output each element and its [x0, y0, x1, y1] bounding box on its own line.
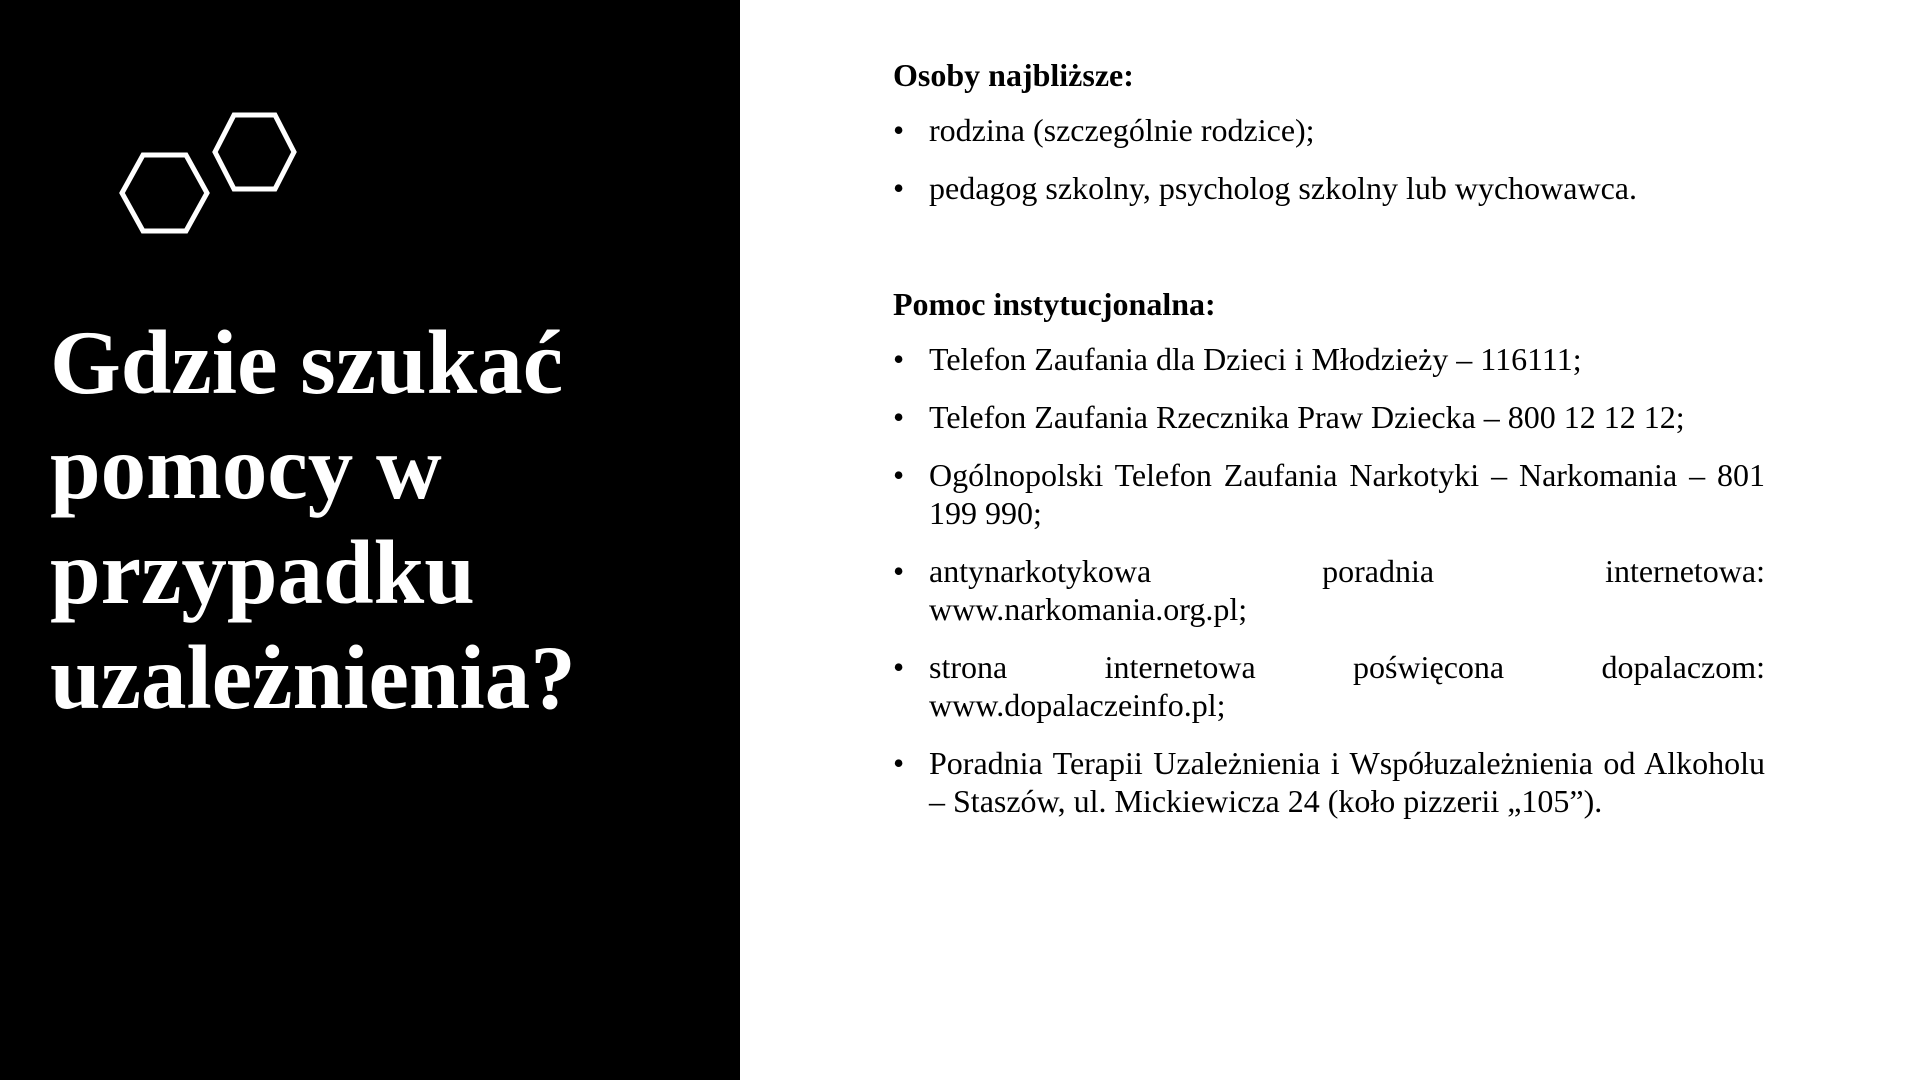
hexagon-small	[215, 115, 294, 189]
bullet-icon: •	[893, 649, 905, 685]
hexagon-large	[122, 155, 207, 231]
list-item	[893, 340, 1765, 378]
list-item-text: Poradnia Terapii Uzależnienia i Współuzależnienia od Alkoholu – Staszów, ul. Mickiewicza 24 (koło pizzerii „105”).	[929, 745, 1765, 819]
section-institutional-help	[893, 285, 1765, 820]
section-close-people	[893, 56, 1765, 207]
bullet-icon: •	[893, 112, 905, 148]
section-heading: Osoby najbliższe:	[893, 57, 1134, 93]
list-item-text: pedagog szkolny, psycholog szkolny lub wychowawca.	[929, 170, 1637, 206]
list-item	[893, 111, 1765, 149]
bullet-list	[893, 340, 1765, 820]
list-item	[893, 648, 1765, 724]
list-item	[893, 169, 1765, 207]
list-item-text: rodzina (szczególnie rodzice);	[929, 112, 1315, 148]
bullet-icon: •	[893, 553, 905, 589]
list-item-text: Telefon Zaufania Rzecznika Praw Dziecka – 800 12 12 12;	[929, 399, 1685, 435]
bullet-icon: •	[893, 745, 905, 781]
list-item-text: antynarkotykowa poradnia internetowa: www.narkomania.org.pl;	[929, 553, 1765, 627]
list-item	[893, 552, 1765, 628]
list-item-text: Ogólnopolski Telefon Zaufania Narkotyki – Narkomania – 801 199 990;	[929, 457, 1765, 531]
bullet-icon: •	[893, 399, 905, 435]
list-item-text: Telefon Zaufania dla Dzieci i Młodzieży – 116111;	[929, 341, 1582, 377]
bullet-icon: •	[893, 341, 905, 377]
list-item	[893, 456, 1765, 532]
list-item-text: strona internetowa poświęcona dopalaczom: www.dopalaczeinfo.pl;	[929, 649, 1765, 723]
left-panel	[0, 0, 740, 1080]
section-heading: Pomoc instytucjonalna:	[893, 286, 1216, 322]
bullet-list	[893, 111, 1765, 207]
bullet-icon: •	[893, 457, 905, 493]
content-area	[893, 56, 1765, 840]
hexagons-icon	[115, 100, 315, 250]
bullet-icon: •	[893, 170, 905, 206]
list-item	[893, 398, 1765, 436]
list-item	[893, 744, 1765, 820]
section-spacer	[893, 227, 1765, 285]
slide-title: Gdzie szukać pomocy w przypadku uzależnienia?	[50, 312, 576, 728]
